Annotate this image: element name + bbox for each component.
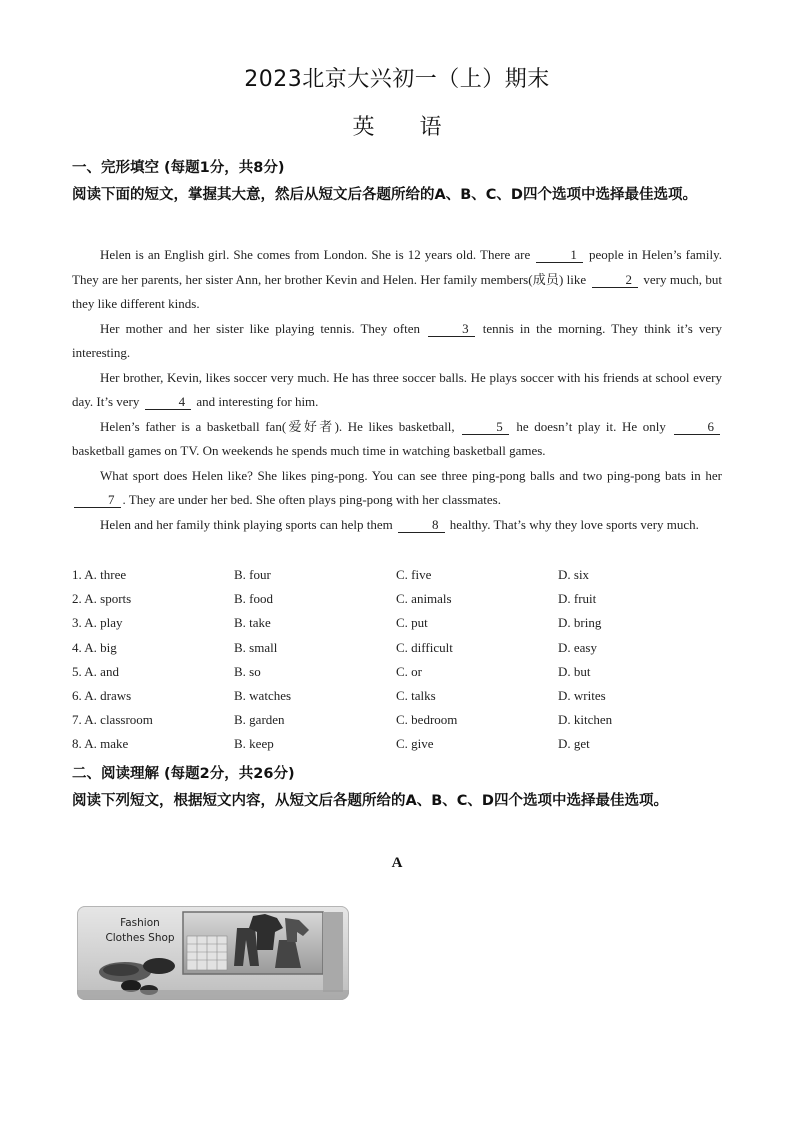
option-c[interactable]: C. difficult <box>396 639 453 655</box>
option-d[interactable]: D. get <box>558 736 590 752</box>
paragraph: Her mother and her sister like playing tennis. They often 3 tennis in the morning. They think it’s very interesting. <box>72 320 722 360</box>
floor-tiles-icon <box>187 936 227 970</box>
option-c[interactable]: C. talks <box>396 688 436 704</box>
blank-1: 1 <box>536 247 583 263</box>
option-d[interactable]: D. easy <box>558 639 597 655</box>
option-b[interactable]: B. watches <box>234 688 292 704</box>
section1-heading: 一、完形填空 (每题1分，共8分) <box>72 160 285 176</box>
paragraph: Helen is an English girl. She comes from London. She is 12 years old. There are 1 people in Helen’s family. They are her parents, her sister Ann, her brother Kevin and Helen. Her family members(成员) like 2 very much, but they like different kinds. <box>72 247 723 311</box>
fashion-shop-banner <box>77 906 349 1000</box>
paragraph: Helen’s father is a basketball fan(爱好者). He likes basketball, 5 he doesn’t play it. He only 6 basketball games on TV. On weekends he spends much time in watching basketball games. <box>72 415 722 464</box>
cloze-passage <box>72 243 722 537</box>
shop-name-line1: Fashion <box>120 917 160 929</box>
option-d[interactable]: D. fruit <box>558 591 597 607</box>
option-d[interactable]: D. kitchen <box>558 712 613 728</box>
options-row-4 <box>72 636 722 660</box>
blank-7: 7 <box>74 492 121 508</box>
option-a[interactable]: 5. A. and <box>72 663 119 679</box>
subject-title: 英 语 <box>352 115 442 140</box>
section2-heading: 二、阅读理解 (每题2分，共26分) <box>72 766 295 782</box>
clothes-rack-image <box>77 906 349 1000</box>
options-row-8 <box>72 732 722 756</box>
section1-instruction: 阅读下面的短文，掌握其大意，然后从短文后各题所给的A、B、C、D四个选项中选择最佳选项。 <box>72 187 697 203</box>
option-a[interactable]: 7. A. classroom <box>72 712 153 728</box>
blank-4: 4 <box>145 394 192 410</box>
option-b[interactable]: B. four <box>234 567 271 583</box>
paragraph: What sport does Helen like? She likes ping-pong. You can see three ping-pong balls and two ping-pong bats in her 7 . They are under her bed. She often plays ping-pong with her classmates. <box>72 464 722 513</box>
option-a[interactable]: 8. A. make <box>72 736 129 752</box>
shop-name-line2: Clothes Shop <box>105 932 175 944</box>
option-a[interactable]: 2. A. sports <box>72 591 132 607</box>
options-row-7 <box>72 708 722 732</box>
option-c[interactable]: C. give <box>396 736 434 752</box>
exam-title: 2023北京大兴初一（上）期末 <box>244 67 550 92</box>
blank-2: 2 <box>592 272 639 288</box>
option-c[interactable]: C. put <box>396 615 428 631</box>
option-b[interactable]: B. food <box>234 591 273 607</box>
options-row-3 <box>72 611 722 635</box>
option-b[interactable]: B. small <box>234 639 278 655</box>
options-table <box>72 563 722 757</box>
blank-8: 8 <box>398 517 445 533</box>
option-b[interactable]: B. so <box>234 663 261 679</box>
paragraph: Helen and her family think playing sports can help them 8 healthy. That’s why they love sports very much. <box>100 516 699 532</box>
option-c[interactable]: C. bedroom <box>396 712 458 728</box>
option-a[interactable]: 6. A. draws <box>72 688 132 704</box>
option-d[interactable]: D. but <box>558 663 591 679</box>
options-row-1 <box>72 563 722 587</box>
option-c[interactable]: C. animals <box>396 591 452 607</box>
option-b[interactable]: B. keep <box>234 736 274 752</box>
section2-instruction: 阅读下列短文，根据短文内容，从短文后各题所给的A、B、C、D四个选项中选择最佳选项。 <box>72 793 668 809</box>
shoes-icon <box>99 958 175 995</box>
option-d[interactable]: D. writes <box>558 688 606 704</box>
blank-3: 3 <box>428 321 475 337</box>
option-c[interactable]: C. five <box>396 567 432 583</box>
option-c[interactable]: C. or <box>396 663 422 679</box>
option-a[interactable]: 4. A. big <box>72 639 117 655</box>
options-row-6 <box>72 684 722 708</box>
option-b[interactable]: B. garden <box>234 712 285 728</box>
option-a[interactable]: 3. A. play <box>72 615 123 631</box>
options-row-5 <box>72 660 722 684</box>
blank-5: 5 <box>462 419 509 435</box>
option-d[interactable]: D. bring <box>558 615 602 631</box>
option-a[interactable]: 1. A. three <box>72 567 127 583</box>
option-d[interactable]: D. six <box>558 567 590 583</box>
paragraph: Her brother, Kevin, likes soccer very much. He has three soccer balls. He plays soccer with his friends at school every day. It’s very 4 and interesting for him. <box>72 369 722 409</box>
option-b[interactable]: B. take <box>234 615 271 631</box>
blank-6: 6 <box>674 419 721 435</box>
options-row-2 <box>72 587 722 611</box>
passage-label: A <box>391 855 403 871</box>
